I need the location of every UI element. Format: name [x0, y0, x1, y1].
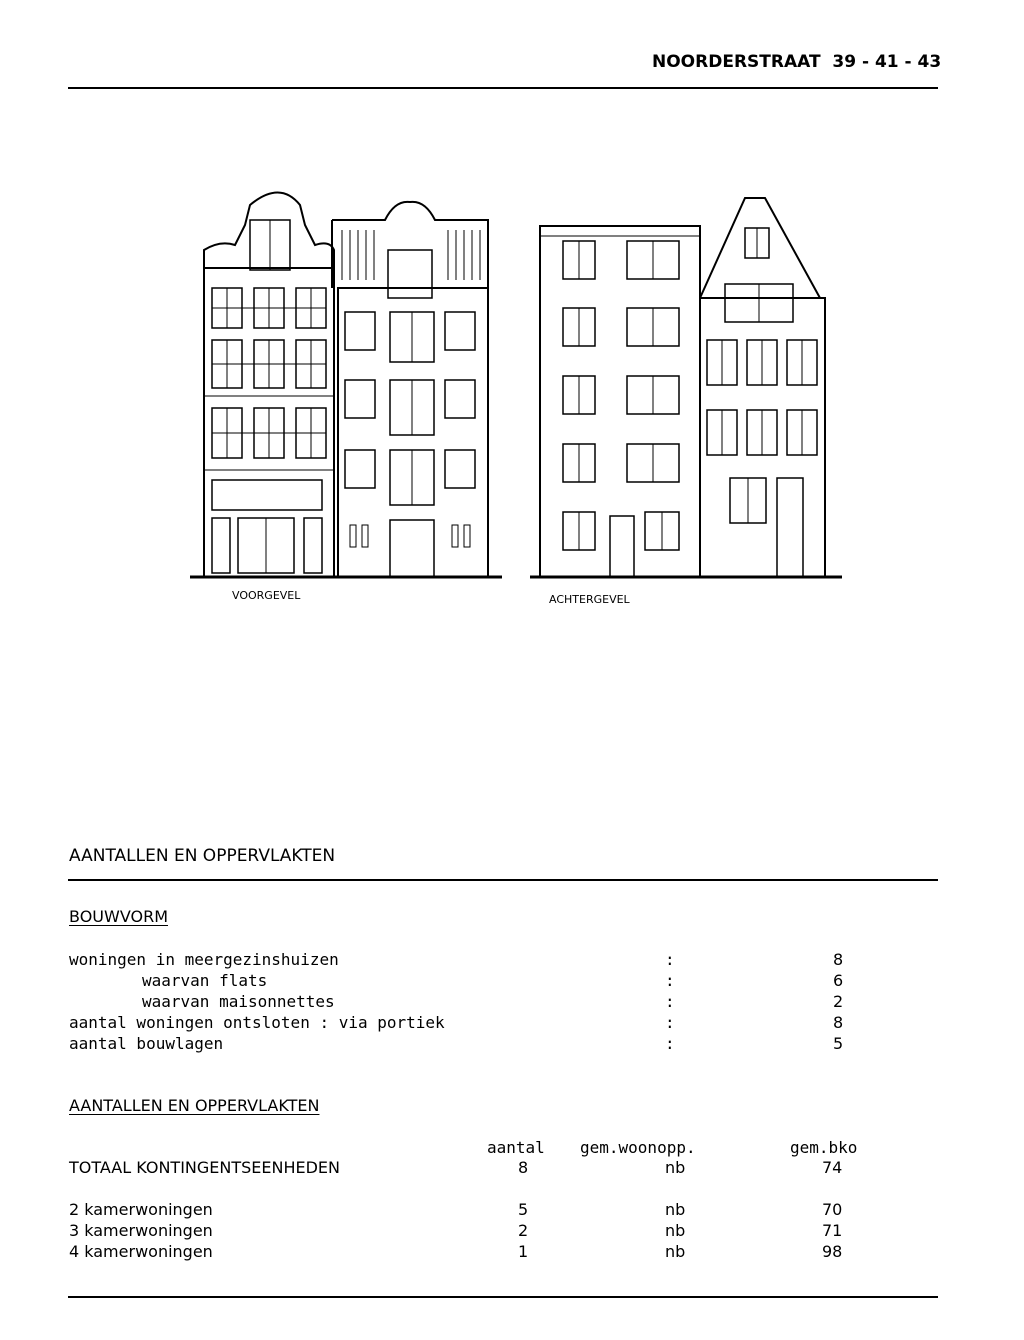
- front-facade-label: VOORGEVEL: [232, 589, 301, 602]
- row-woonopp: nb: [665, 1242, 686, 1261]
- footer-rule: [68, 1296, 938, 1298]
- bouwvorm-label: waarvan maisonnettes: [142, 992, 335, 1011]
- row-bko: 98: [822, 1242, 843, 1261]
- section-rule: [68, 879, 938, 881]
- rear-facade-drawing: [530, 188, 850, 588]
- col-header-aantal: aantal: [487, 1138, 545, 1157]
- row-bko: 71: [822, 1221, 843, 1240]
- row-woonopp: nb: [665, 1200, 686, 1219]
- header-rule: [68, 87, 938, 89]
- bouwvorm-sep: :: [665, 1034, 675, 1053]
- bouwvorm-label: aantal woningen ontsloten : via portiek: [69, 1013, 445, 1032]
- row-aantal: 1: [518, 1242, 529, 1261]
- rear-facade-label: ACHTERGEVEL: [549, 593, 630, 606]
- bouwvorm-value: 2: [833, 992, 844, 1011]
- bouwvorm-sep: :: [665, 950, 675, 969]
- total-bko: 74: [822, 1158, 843, 1177]
- row-bko: 70: [822, 1200, 843, 1219]
- section-title: AANTALLEN EN OPPERVLAKTEN: [69, 846, 336, 866]
- bouwvorm-value: 8: [833, 950, 844, 969]
- bouwvorm-sep: :: [665, 971, 675, 990]
- bouwvorm-sep: :: [665, 992, 675, 1011]
- row-label: 3 kamerwoningen: [69, 1221, 213, 1240]
- total-label: TOTAAL KONTINGENTSEENHEDEN: [69, 1158, 341, 1177]
- row-label: 2 kamerwoningen: [69, 1200, 213, 1219]
- bouwvorm-label: waarvan flats: [142, 971, 268, 990]
- total-aantal: 8: [518, 1158, 529, 1177]
- bouwvorm-heading: BOUWVORM: [69, 907, 168, 926]
- bouwvorm-sep: :: [665, 1013, 675, 1032]
- bouwvorm-label: aantal bouwlagen: [69, 1034, 224, 1053]
- front-facade-drawing: [190, 180, 510, 590]
- row-aantal: 2: [518, 1221, 529, 1240]
- aantallen-heading: AANTALLEN EN OPPERVLAKTEN: [69, 1096, 320, 1115]
- bouwvorm-value: 5: [833, 1034, 844, 1053]
- bouwvorm-value: 6: [833, 971, 844, 990]
- bouwvorm-value: 8: [833, 1013, 844, 1032]
- row-label: 4 kamerwoningen: [69, 1242, 213, 1261]
- bouwvorm-label: woningen in meergezinshuizen: [69, 950, 339, 969]
- page-title: NOORDERSTRAAT 39 - 41 - 43: [652, 52, 942, 72]
- col-header-bko: gem.bko: [790, 1138, 858, 1157]
- total-woonopp: nb: [665, 1158, 686, 1177]
- row-aantal: 5: [518, 1200, 529, 1219]
- col-header-woonopp: gem.woonopp.: [580, 1138, 696, 1157]
- row-woonopp: nb: [665, 1221, 686, 1240]
